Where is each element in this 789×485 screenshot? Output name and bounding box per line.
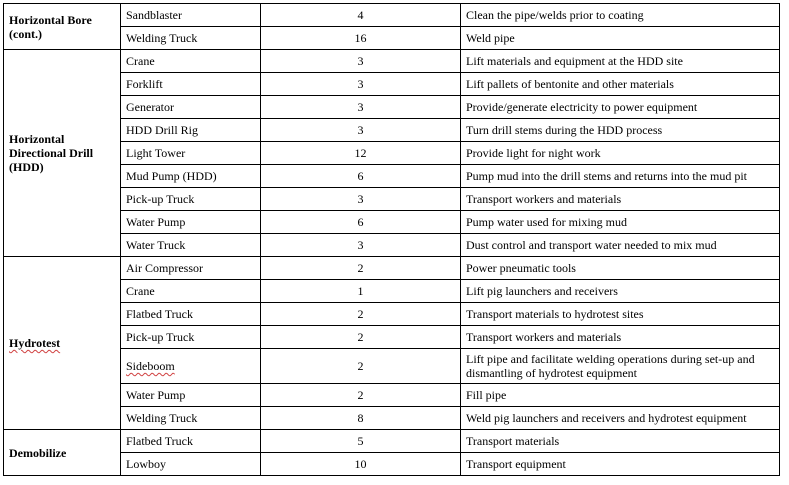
equipment-cell: Mud Pump (HDD) xyxy=(121,165,261,188)
count-cell: 3 xyxy=(261,96,461,119)
purpose-cell: Pump water used for mixing mud xyxy=(461,211,780,234)
table-row xyxy=(4,326,780,349)
count-cell: 3 xyxy=(261,50,461,73)
count-cell: 3 xyxy=(261,73,461,96)
purpose-cell: Fill pipe xyxy=(461,384,780,407)
equipment-table xyxy=(3,3,780,476)
count-cell: 2 xyxy=(261,257,461,280)
equipment-cell: Light Tower xyxy=(121,142,261,165)
purpose-cell: Transport materials xyxy=(461,430,780,453)
table-row xyxy=(4,27,780,50)
equipment-cell: HDD Drill Rig xyxy=(121,119,261,142)
purpose-cell: Lift pallets of bentonite and other materials xyxy=(461,73,780,96)
equipment-cell: Welding Truck xyxy=(121,407,261,430)
phase-label: Hydrotest xyxy=(9,336,61,350)
table-row xyxy=(4,453,780,476)
purpose-cell: Transport equipment xyxy=(461,453,780,476)
purpose-cell: Provide/generate electricity to power equipment xyxy=(461,96,780,119)
count-cell: 6 xyxy=(261,211,461,234)
table-row xyxy=(4,384,780,407)
table-row xyxy=(4,407,780,430)
count-cell: 2 xyxy=(261,349,461,384)
count-cell: 1 xyxy=(261,280,461,303)
phase-cell: Demobilize xyxy=(4,430,121,476)
equipment-cell: Forklift xyxy=(121,73,261,96)
table-row xyxy=(4,119,780,142)
count-cell: 2 xyxy=(261,303,461,326)
table-row xyxy=(4,234,780,257)
count-cell: 2 xyxy=(261,384,461,407)
table-row xyxy=(4,211,780,234)
equipment-cell: Welding Truck xyxy=(121,27,261,50)
purpose-cell: Lift materials and equipment at the HDD site xyxy=(461,50,780,73)
purpose-cell: Transport materials to hydrotest sites xyxy=(461,303,780,326)
equipment-cell: Crane xyxy=(121,280,261,303)
count-cell: 16 xyxy=(261,27,461,50)
purpose-cell: Lift pipe and facilitate welding operations during set-up and dismantling of hydrotest equipment xyxy=(461,349,780,384)
table-row xyxy=(4,257,780,280)
count-cell: 2 xyxy=(261,326,461,349)
purpose-cell: Clean the pipe/welds prior to coating xyxy=(461,4,780,27)
phase-cell: Horizontal Directional Drill (HDD) xyxy=(4,50,121,257)
table-row xyxy=(4,280,780,303)
equipment-cell xyxy=(121,349,261,384)
purpose-cell: Turn drill stems during the HDD process xyxy=(461,119,780,142)
equipment-cell: Lowboy xyxy=(121,453,261,476)
equipment-cell: Flatbed Truck xyxy=(121,430,261,453)
table-row xyxy=(4,430,780,453)
table-row xyxy=(4,73,780,96)
equipment-cell: Crane xyxy=(121,50,261,73)
table-row xyxy=(4,188,780,211)
equipment-label: Sideboom xyxy=(126,359,175,373)
equipment-cell: Water Pump xyxy=(121,384,261,407)
equipment-cell: Flatbed Truck xyxy=(121,303,261,326)
count-cell: 4 xyxy=(261,4,461,27)
table-row xyxy=(4,50,780,73)
count-cell: 3 xyxy=(261,188,461,211)
table-row xyxy=(4,303,780,326)
count-cell: 5 xyxy=(261,430,461,453)
equipment-cell: Water Truck xyxy=(121,234,261,257)
equipment-cell: Generator xyxy=(121,96,261,119)
table-row xyxy=(4,142,780,165)
phase-cell xyxy=(4,257,121,430)
count-cell: 3 xyxy=(261,234,461,257)
purpose-cell: Weld pipe xyxy=(461,27,780,50)
purpose-cell: Power pneumatic tools xyxy=(461,257,780,280)
equipment-cell: Sandblaster xyxy=(121,4,261,27)
equipment-cell: Air Compressor xyxy=(121,257,261,280)
purpose-cell: Lift pig launchers and receivers xyxy=(461,280,780,303)
count-cell: 12 xyxy=(261,142,461,165)
count-cell: 10 xyxy=(261,453,461,476)
purpose-cell: Provide light for night work xyxy=(461,142,780,165)
table-row xyxy=(4,349,780,384)
table-row xyxy=(4,4,780,27)
purpose-cell: Weld pig launchers and receivers and hydrotest equipment xyxy=(461,407,780,430)
equipment-cell: Pick-up Truck xyxy=(121,188,261,211)
equipment-cell: Water Pump xyxy=(121,211,261,234)
count-cell: 8 xyxy=(261,407,461,430)
purpose-cell: Pump mud into the drill stems and returns into the mud pit xyxy=(461,165,780,188)
equipment-cell: Pick-up Truck xyxy=(121,326,261,349)
phase-cell: Horizontal Bore (cont.) xyxy=(4,4,121,50)
table-row xyxy=(4,96,780,119)
count-cell: 6 xyxy=(261,165,461,188)
purpose-cell: Transport workers and materials xyxy=(461,188,780,211)
purpose-cell: Transport workers and materials xyxy=(461,326,780,349)
table-row xyxy=(4,165,780,188)
purpose-cell: Dust control and transport water needed to mix mud xyxy=(461,234,780,257)
count-cell: 3 xyxy=(261,119,461,142)
